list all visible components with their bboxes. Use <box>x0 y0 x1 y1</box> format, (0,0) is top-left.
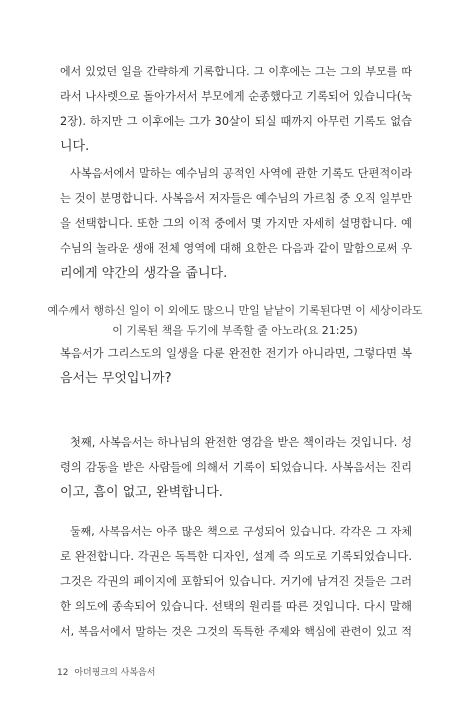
text-line: 한 의도에 종속되어 있습니다. 선택의 원리를 따른 것입니다. 다시 말해 <box>60 599 412 613</box>
paragraph-3 <box>60 341 412 391</box>
text-line: 둘째, 사복음서는 아주 많은 책으로 구성되어 있습니다. 각각은 그 자체 <box>70 525 412 538</box>
paragraph-4 <box>60 430 412 505</box>
paragraph-2 <box>60 161 412 286</box>
text-line: 음서는 무엇입니까? <box>60 371 172 386</box>
text-line: 그것은 각권의 페이지에 포함되어 있습니다. 거기에 남겨진 것들은 그러 <box>60 575 412 588</box>
text-line: 는 것이 분명합니다. 사복음서 저자들은 예수님의 가르침 중 오직 일부만 <box>60 192 412 205</box>
text-line: 니다. <box>60 139 90 154</box>
text-line: 수님의 놀라운 생애 전체 영역에 대해 요한은 다음과 같이 말함으로써 우 <box>60 242 412 255</box>
page-number: 12 <box>57 668 69 678</box>
text-line: 을 선택합니다. 또한 그의 이적 중에서 몇 가지만 자세히 설명합니다. 예 <box>60 217 412 230</box>
paragraph-5 <box>60 519 412 644</box>
text-line: 서, 복음서에서 말하는 것은 그것의 독특한 주제와 핵심에 관련이 있고 적 <box>60 625 412 638</box>
text-line: 령의 감동을 받은 사람들에 의해서 기록이 되었습니다. 사복음서는 진리 <box>60 461 412 474</box>
text-line: 리에게 약간의 생각을 줍니다. <box>60 266 228 281</box>
text-line: 라서 나사렛으로 돌아가서서 부모에게 순종했다고 기록되어 있습니다(눅 <box>60 90 412 103</box>
page-footer <box>57 665 155 678</box>
text-line: 에서 있었던 일을 간략하게 기록합니다. 그 이후에는 그는 그의 부모를 따 <box>60 65 412 78</box>
book-title: 아더핑크의 사복음서 <box>74 668 156 678</box>
text-line: 첫째, 사복음서는 하나님의 완전한 영감을 받은 책이라는 것입니다. 성 <box>70 436 412 449</box>
text-line: 복음서가 그리스도의 일생을 다룬 완전한 전기가 아니라면, 그렇다면 복 <box>60 347 412 360</box>
text-line: 사복음서에서 말하는 예수님의 공적인 사역에 관한 기록도 단편적이라 <box>70 167 412 180</box>
text-line: 로 완전합니다. 각권은 독특한 디자인, 설계 즉 의도로 기록되었습니다. <box>60 549 412 563</box>
text-line: 이고, 흠이 없고, 완벽합니다. <box>60 485 223 500</box>
quote-line: 예수께서 행하신 일이 이 외에도 많으니 만일 낱낱이 기록된다면 이 세상이라도 <box>47 304 423 317</box>
text-line: 2장). 하지만 그 이후에는 그가 30살이 되실 때까지 아무런 기록도 없습 <box>60 115 412 128</box>
paragraph-1 <box>60 59 412 159</box>
scripture-quote <box>40 301 430 341</box>
quote-line: 이 기록된 책을 두기에 부족할 줄 아노라(요 21:25) <box>112 324 358 337</box>
